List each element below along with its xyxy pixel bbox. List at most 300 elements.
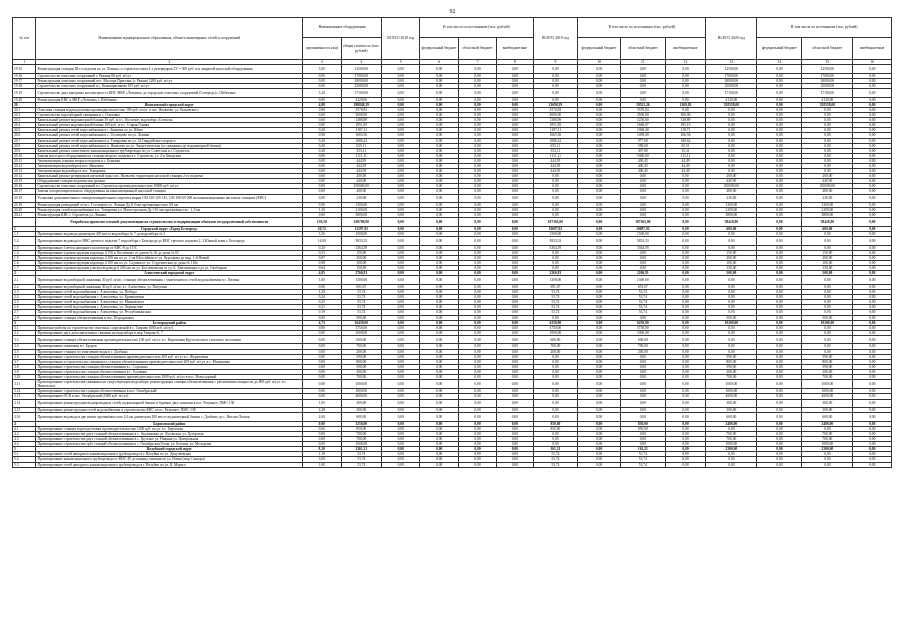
row-value: 0,00 (303, 158, 341, 163)
row-value: 0,00 (802, 300, 853, 305)
row-value: 0,00 (853, 457, 892, 462)
row-value: 0,00 (620, 437, 665, 442)
row-value: 0,00 (853, 237, 892, 246)
row-value: 2400,00 (706, 421, 757, 426)
row-value: 0,00 (497, 421, 533, 426)
row-value: 0,00 (303, 364, 341, 369)
row-value: 0,00 (665, 295, 706, 300)
row-value: 0,00 (665, 426, 706, 431)
row-value: 0,00 (303, 421, 341, 426)
row-name: Проектирование 3 веток напорного коллектора от КНС-8 до ГОС (36, 245, 303, 250)
row-value: 0,19 (303, 310, 341, 315)
row-name: Проектирование сетей напорного канализационного трубопровода в г. Валуйки по ул. Докучаевская (36, 452, 303, 457)
row-value: 0,00 (665, 394, 706, 399)
row-number: 3.3 (13, 335, 36, 344)
row-value: 0,00 (802, 158, 853, 163)
row-value: 0,00 (706, 344, 757, 349)
row-value: 0,00 (458, 184, 496, 189)
row-value: 0,00 (458, 426, 496, 431)
row-value: 0,40 (303, 143, 341, 148)
row-value: 0,00 (802, 163, 853, 168)
row-value: 0,00 (757, 133, 802, 138)
row-value: 53,74 (533, 457, 578, 462)
row-value: 0,00 (303, 118, 341, 123)
row-value: 4600,00 (802, 394, 853, 399)
row-value: 0,00 (533, 413, 578, 422)
row-value: 0,00 (497, 389, 533, 394)
row-value: 0,00 (620, 354, 665, 359)
row-number: 19.15 (13, 65, 36, 74)
row-value: 0,00 (802, 325, 853, 330)
row-value: 0,00 (665, 344, 706, 349)
row-value: 25000,00 (802, 84, 853, 89)
row-value: 0,00 (303, 442, 341, 447)
header-reg-2019: областной бюджет (620, 38, 665, 60)
row-value: 0,00 (578, 335, 621, 344)
row-name: Проектирование строительства станции обезжелезивания производительностью 200 куб. м/сут в с. Журавлевка (36, 354, 303, 359)
row-value: 0,00 (706, 169, 757, 174)
row-value: 25000,00 (341, 84, 382, 89)
row-value: 0,00 (533, 73, 578, 78)
row-number: 20.1 (13, 107, 36, 112)
row-value: 0,00 (497, 123, 533, 128)
row-value: 0,00 (382, 290, 420, 295)
row-value: 17000,00 (706, 73, 757, 78)
row-value: 590,00 (706, 354, 757, 359)
row-value: 0,00 (303, 394, 341, 399)
row-value: 0,00 (706, 462, 757, 467)
row-value: 0,00 (420, 107, 458, 112)
row-number: 4.2 (13, 431, 36, 436)
row-value: 0,00 (757, 184, 802, 189)
row-value: 850,00 (533, 426, 578, 431)
row-value: 6250,00 (533, 320, 578, 325)
row-value: 0,00 (802, 148, 853, 153)
row-value: 12500,00 (341, 65, 382, 74)
row-value: 0,00 (578, 325, 621, 330)
row-value: 0,00 (497, 118, 533, 123)
row-value: 0,00 (497, 174, 533, 179)
row-name: Проектирование двух дополнительных скважин на водозаборе в мкр Таврово-6, 7 (36, 330, 303, 335)
row-number: 1.1 (13, 232, 36, 237)
row-value: 0,00 (382, 179, 420, 184)
row-value: 0,00 (578, 227, 621, 232)
column-index: 8 (497, 60, 533, 65)
row-name: Проектные работы по строительству очистных сооружений в с. Таврово (600 куб. м/сут) (36, 325, 303, 330)
row-value: 0,00 (757, 320, 802, 325)
row-value: 600,00 (533, 335, 578, 344)
row-value: 30000,00 (706, 78, 757, 83)
row-value: 0,00 (458, 118, 496, 123)
row-value: 0,00 (665, 245, 706, 250)
row-value: 0,00 (853, 128, 892, 133)
row-value: 0,00 (802, 153, 853, 158)
row-name: Городской округ «Город Белгород» (36, 227, 303, 232)
row-value: 0,00 (497, 97, 533, 102)
row-value: 53,74 (533, 295, 578, 300)
row-value: 150,00 (706, 250, 757, 255)
row-name: Проектирование сетей водоснабжения г. Алексеевка, ул. Победы (36, 290, 303, 295)
row-value: 0,00 (620, 408, 665, 413)
row-value: 0,00 (578, 65, 621, 74)
row-value: 0,00 (706, 452, 757, 457)
row-value: 0,00 (497, 344, 533, 349)
row-value: 0,00 (458, 237, 496, 246)
row-number: 2.3 (13, 290, 36, 295)
row-value: 0,00 (665, 310, 706, 315)
row-value: 0,00 (802, 426, 853, 431)
row-value: 2266,81 (533, 271, 578, 276)
row-value: 0,00 (382, 128, 420, 133)
row-value: 0,00 (533, 408, 578, 413)
row-value: 0,00 (665, 320, 706, 325)
row-value: 161,21 (533, 447, 578, 452)
row-value: 0,00 (853, 344, 892, 349)
row-name: Замена насосного оборудования на станции второго подъема в г. Строитель, ул. 2-я Заводская (36, 153, 303, 158)
row-value: 150,00 (706, 266, 757, 271)
row-value: 1300,00 (706, 203, 757, 208)
row-value: 0,00 (382, 421, 420, 426)
row-value: 16450,00 (341, 320, 382, 325)
row-value: 0,00 (757, 413, 802, 422)
row-value: 0,00 (578, 421, 621, 426)
row-value: 300,00 (802, 408, 853, 413)
row-value: 0,00 (458, 276, 496, 285)
row-value: 1086,22 (533, 138, 578, 143)
row-value: 497,80 (620, 148, 665, 153)
row-value: 3364,59 (620, 245, 665, 250)
row-value: 53,74 (533, 462, 578, 467)
row-number: 1.3 (13, 245, 36, 250)
row-value: 0,00 (497, 133, 533, 138)
row-value: 0,00 (757, 344, 802, 349)
row-number: 5.3 (13, 462, 36, 467)
row-value: 0,00 (802, 452, 853, 457)
row-value: 0,00 (458, 431, 496, 436)
row-name: Проектирование сетей водоснабжения г. Алексеевка, ул. Лермонтова (36, 305, 303, 310)
row-value: 0,00 (853, 442, 892, 447)
row-value: 0,00 (578, 284, 621, 289)
row-value: 0,00 (382, 227, 420, 232)
row-value: 0,00 (853, 426, 892, 431)
row-value: 0,00 (303, 335, 341, 344)
row-value: 0,00 (578, 184, 621, 189)
row-value: 0,00 (420, 276, 458, 285)
table-row (13, 218, 892, 227)
row-value: 0,00 (578, 380, 621, 389)
row-value: 0,00 (578, 300, 621, 305)
row-value: 0,00 (533, 84, 578, 89)
row-number: 19.16 (13, 73, 36, 78)
row-value: 0,00 (497, 73, 533, 78)
column-index: 12 (665, 60, 706, 65)
row-value: 53,74 (341, 462, 382, 467)
row-name: Капитальный ремонт сетей водоснабжения в с. Гостищево по ул. Ленина (36, 133, 303, 138)
row-value: 2266,81 (620, 271, 665, 276)
row-name: Проектирование и реконструкция участка водовода d 200 мм по ул. Костюковская от ул. Б. Хмельницкого до ул. Свободная (36, 266, 303, 271)
row-value: 0,00 (497, 305, 533, 310)
row-value: 0,00 (665, 232, 706, 237)
row-number: 3.9 (13, 369, 36, 374)
row-name: Проектирование ОСК в пос. Октябрьский (1000 куб. м/сут) (36, 394, 303, 399)
row-value: 53,74 (341, 300, 382, 305)
row-value: 0,00 (802, 245, 853, 250)
row-value: 800,00 (341, 359, 382, 364)
row-value: 0,00 (303, 163, 341, 168)
row-value: 1000,00 (533, 330, 578, 335)
row-value: 5570,83 (341, 107, 382, 112)
row-value: 0,00 (497, 213, 533, 218)
row-value: 0,00 (533, 65, 578, 74)
row-value: 1000,00 (620, 330, 665, 335)
row-name: Капитальный ремонт водонапорной башни 160 куб. м в с. Старая Глинка (36, 123, 303, 128)
row-value: 53,74 (620, 295, 665, 300)
row-value: 0,00 (578, 143, 621, 148)
row-value: 444,95 (341, 158, 382, 163)
row-value: 0,00 (458, 266, 496, 271)
row-value: 0,00 (497, 163, 533, 168)
row-number: 1.2 (13, 237, 36, 246)
row-value: 0,00 (757, 128, 802, 133)
row-value: 0,00 (757, 148, 802, 153)
row-value: 0,00 (757, 359, 802, 364)
row-value: 0,00 (458, 442, 496, 447)
row-value: 0,00 (578, 250, 621, 255)
row-value: 0,00 (533, 266, 578, 271)
row-value: 0,00 (853, 255, 892, 260)
row-value: 4,73 (303, 320, 341, 325)
row-value: 500,00 (706, 271, 757, 276)
row-value: 169780,00 (341, 218, 382, 227)
row-value: 0,00 (458, 364, 496, 369)
row-value: 0,00 (853, 375, 892, 380)
row-value: 0,00 (665, 325, 706, 330)
row-value: 0,00 (458, 375, 496, 380)
row-value: 0,00 (578, 271, 621, 276)
row-number: 2.4 (13, 295, 36, 300)
row-value: 0,00 (706, 163, 757, 168)
row-value: 0,00 (853, 250, 892, 255)
row-number: 20.11 (13, 158, 36, 163)
row-value: 0,00 (458, 218, 496, 227)
header-reg-2018: областной бюджет (458, 38, 496, 60)
row-value: 0,00 (420, 394, 458, 399)
row-value: 0,00 (665, 408, 706, 413)
row-value: 0,00 (853, 163, 892, 168)
row-value: 0,00 (802, 305, 853, 310)
row-value: 230,00 (341, 194, 382, 203)
column-index: 6 (420, 60, 458, 65)
row-value: 600,00 (620, 335, 665, 344)
row-value: 0,00 (458, 408, 496, 413)
row-number: 20.15 (13, 179, 36, 184)
row-value: 0,00 (578, 123, 621, 128)
row-value: 700,00 (341, 437, 382, 442)
row-value: 5833,33 (533, 237, 578, 246)
row-value: 0,00 (458, 213, 496, 218)
row-value: 0,00 (620, 208, 665, 213)
row-value: 5833,33 (341, 237, 382, 246)
row-value: 0,00 (757, 408, 802, 413)
row-value: 0,00 (420, 364, 458, 369)
row-value: 0,00 (706, 128, 757, 133)
row-name: Проектирование станции водоподготовки производительностью 1200 куб. м/сут. в с. Березовка (36, 426, 303, 431)
row-value: 0,00 (420, 184, 458, 189)
row-value: 0,00 (578, 462, 621, 467)
column-index: 11 (620, 60, 665, 65)
row-name: Капитальный ремонт сетей водоснабжения в п. Томаровка по ул. 32 Гвардейского корпуса (36, 138, 303, 143)
row-value: 0,00 (497, 232, 533, 237)
row-value: 12500,00 (706, 65, 757, 74)
row-value: 0,00 (757, 431, 802, 436)
row-value: 0,00 (497, 462, 533, 467)
row-value: 0,00 (578, 369, 621, 374)
header-off-2019: внебюджетные (665, 38, 706, 60)
row-value: 0,00 (497, 184, 533, 189)
row-value: 0,00 (497, 295, 533, 300)
row-value: 0,00 (497, 266, 533, 271)
row-value: 0,00 (458, 113, 496, 118)
row-number: 3.1 (13, 325, 36, 330)
row-value: 0,00 (533, 184, 578, 189)
row-value: 100,00 (706, 261, 757, 266)
row-value: 0,00 (706, 118, 757, 123)
row-value: 0,00 (578, 213, 621, 218)
table-row (13, 399, 892, 408)
row-name: Строительство водозаборной скважины в с. Ольховка (36, 113, 303, 118)
row-value: 0,00 (620, 65, 665, 74)
row-value: 0,00 (303, 325, 341, 330)
row-value: 38420,00 (706, 218, 757, 227)
row-number: 3.12 (13, 389, 36, 394)
row-value: 0,00 (382, 107, 420, 112)
row-value: 0,00 (420, 442, 458, 447)
row-value: 0,00 (458, 65, 496, 74)
row-value: 0,00 (420, 148, 458, 153)
row-value: 0,00 (497, 413, 533, 422)
row-value: 0,00 (665, 218, 706, 227)
row-value: 0,00 (497, 84, 533, 89)
row-value: 0,00 (303, 73, 341, 78)
row-value: 20,72 (303, 227, 341, 232)
row-value: 0,00 (853, 133, 892, 138)
row-value: 107365,00 (620, 218, 665, 227)
row-value: 0,00 (382, 189, 420, 194)
row-value: 0,00 (533, 369, 578, 374)
row-value: 0,00 (303, 189, 341, 194)
row-value: 2100,00 (341, 208, 382, 213)
row-name: Проектирование водовода в две нитки протяжённостью 2,6 км диаметром 100 мм от водонапорной башни с. Долбино до с. Вислая Лесная (36, 413, 303, 422)
row-value: 3800,00 (802, 213, 853, 218)
row-value: 0,90 (303, 133, 341, 138)
row-value: 0,00 (458, 148, 496, 153)
row-value: 0,98 (303, 261, 341, 266)
row-value: 440,00 (802, 179, 853, 184)
row-value: 0,00 (303, 354, 341, 359)
row-value: 0,00 (458, 399, 496, 408)
row-value: 0,00 (757, 261, 802, 266)
row-name: Валуйский городской округ (36, 447, 303, 452)
row-value: 0,00 (420, 344, 458, 349)
row-value: 0,00 (757, 143, 802, 148)
row-value: 0,00 (458, 335, 496, 344)
row-value: 0,00 (620, 394, 665, 399)
row-value: 0,00 (620, 380, 665, 389)
row-name: Строительство очистных сооружений г. Ряжина 80 куб. м/сут (36, 73, 303, 78)
row-value: 0,00 (578, 203, 621, 208)
row-value: 0,00 (382, 133, 420, 138)
row-value: 0,00 (853, 276, 892, 285)
row-value: 0,00 (620, 213, 665, 218)
column-index: 2 (36, 60, 303, 65)
row-value: 1187,11 (533, 128, 578, 133)
row-name: Проектирование строительства станции обезжелезивания производительностью 1000 куб. м/сут в пос. Новосадовый (36, 375, 303, 380)
row-value: 107365,00 (533, 218, 578, 227)
row-value: 0,00 (458, 305, 496, 310)
row-value: 0,00 (420, 153, 458, 158)
row-number: 4.1 (13, 426, 36, 431)
row-value: 0,00 (497, 354, 533, 359)
row-value: 0,00 (578, 359, 621, 364)
row-value: 0,00 (578, 310, 621, 315)
row-value: 0,00 (458, 179, 496, 184)
row-value: 655,11 (341, 143, 382, 148)
header-fed-2019: федеральный бюджет (578, 38, 621, 60)
row-value: 0,00 (757, 255, 802, 260)
row-value: 800,00 (802, 359, 853, 364)
row-value: 0,00 (757, 364, 802, 369)
row-value: 0,00 (303, 123, 341, 128)
row-number: 20.19 (13, 203, 36, 208)
row-value: 0,00 (853, 335, 892, 344)
row-value: 6250,00 (620, 320, 665, 325)
row-value: 0,00 (382, 271, 420, 276)
row-value: 0,00 (497, 394, 533, 399)
header-fed-2020: федеральный бюджет (757, 38, 802, 60)
row-name: Проектирование канализационного трубопровода от КНС-49 до камеры гашения по ул. Новая (мкр. Саятора) (36, 457, 303, 462)
row-name: Проектирование строительства станции обезжелезивания в пос. Октябрьский (36, 389, 303, 394)
row-value: 0,00 (533, 250, 578, 255)
row-value: 0,00 (853, 421, 892, 426)
row-value: 0,00 (497, 380, 533, 389)
row-number: 19.18 (13, 84, 36, 89)
row-value: 0,00 (382, 266, 420, 271)
row-value: 0,00 (757, 78, 802, 83)
row-value: 10200,00 (706, 320, 757, 325)
row-name: Капитальный ремонт водонапорной башни 30 куб. м в с. Кустовое, водозабор «Совхоза» (36, 118, 303, 123)
row-value: 0,00 (497, 250, 533, 255)
row-number: 19.17 (13, 78, 36, 83)
row-value: 0,00 (853, 359, 892, 364)
row-value: 0,00 (420, 113, 458, 118)
row-value: 0,00 (497, 169, 533, 174)
row-value: 0,00 (420, 194, 458, 203)
row-value: 0,53 (303, 250, 341, 255)
row-value: 0,00 (382, 335, 420, 344)
row-value: 0,00 (665, 389, 706, 394)
row-value: 0,00 (578, 442, 621, 447)
row-name: Реконструкция разводящей сети с. Гостищево ул. Ленина Ду110 мм протяжённостью 0,9 км (36, 203, 303, 208)
row-value: 0,00 (757, 73, 802, 78)
row-value: 0,00 (665, 315, 706, 320)
row-value: 1000,00 (341, 389, 382, 394)
row-value: 0,00 (497, 148, 533, 153)
row-value: 0,00 (382, 408, 420, 413)
row-value: 0,00 (458, 97, 496, 102)
row-value: 0,00 (620, 179, 665, 184)
row-value: 0,00 (578, 169, 621, 174)
row-value: 4120,00 (706, 97, 757, 102)
